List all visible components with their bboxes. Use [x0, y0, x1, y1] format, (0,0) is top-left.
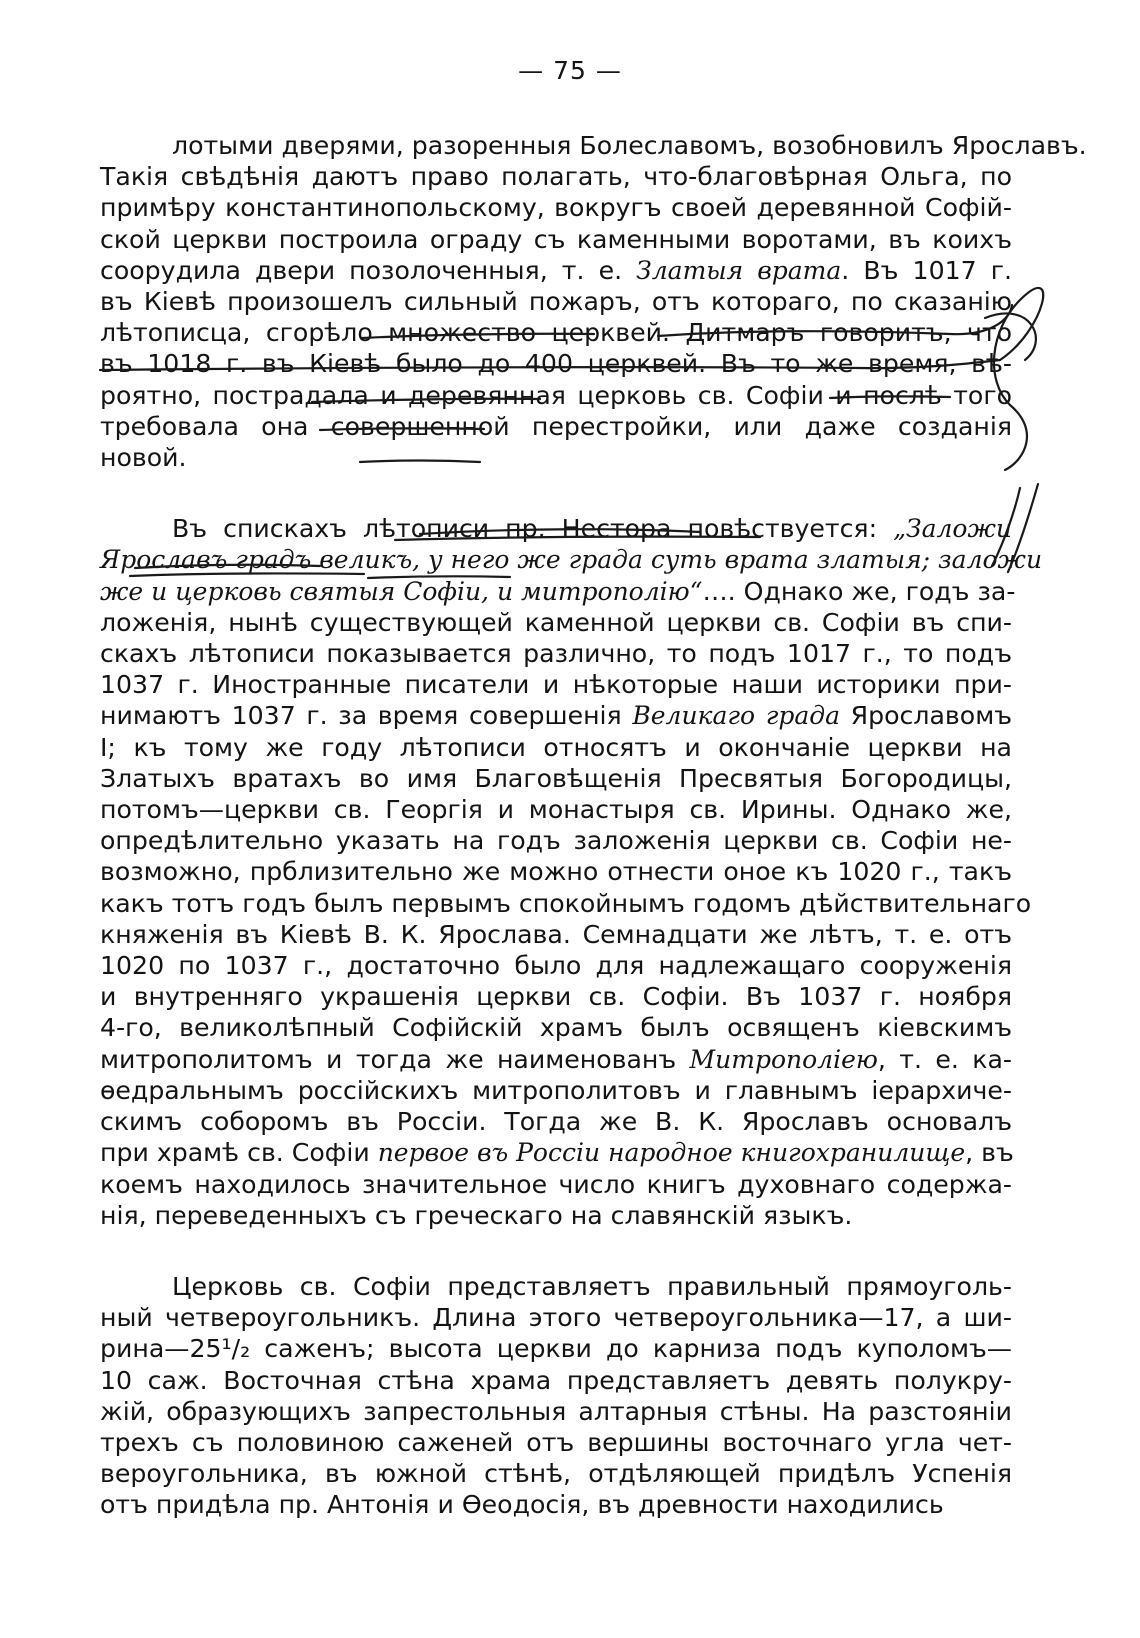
pen-underline	[100, 360, 1000, 370]
line-text: роятно, пострадала и деревянная церковь св. Софіи и послѣ того	[100, 380, 1012, 410]
line-text: нія, переведенныхъ съ греческаго на славянскій языкъ.	[100, 1200, 853, 1230]
line-text: 10 саж. Восточная стѣна храма представляетъ девять полукру-	[100, 1365, 1012, 1395]
pen-underline	[130, 573, 364, 576]
line-text: нимаютъ 1037 г. за время совершенія	[100, 701, 633, 731]
pen-strike	[135, 565, 320, 568]
line-text: въ Кіевѣ произошелъ сильный пожаръ, отъ котораго, по сказанію	[100, 287, 1012, 317]
line-text: I; къ тому же году лѣтописи относятъ и окончаніе церкви на	[100, 732, 1012, 762]
line-text: лѣтописца, сгорѣло множество церквей. Дитмаръ говоритъ, что	[100, 318, 1012, 348]
pen-underline	[395, 537, 760, 540]
italic-text: первое въ Россіи народное книгохранилище	[377, 1138, 966, 1168]
line-text: вероугольника, въ южной стѣнѣ, отдѣляющей придѣлъ Успенія	[100, 1459, 1012, 1489]
line-text: какъ тотъ годъ былъ первымъ спокойнымъ годомъ дѣйствительнаго	[100, 888, 1032, 918]
line-text: , въ	[965, 1138, 1014, 1168]
line-text: опредѣлительно указать на годъ заложенія церкви св. Софіи не-	[100, 826, 1012, 856]
line-text: Въ спискахъ лѣтописи пр. Нестора повѣствуется:	[172, 514, 894, 544]
italic-text: Ярославъ градъ великъ, у него же града суть врата златыя; заложи	[100, 545, 1043, 575]
line-text: ѳедральнымъ россійскихъ митрополитовъ и главнымъ іерархиче-	[100, 1075, 1012, 1105]
pen-underline	[830, 396, 950, 398]
line-text: ложенія, нынѣ существующей каменной церкви св. Софіи въ спи-	[100, 607, 1012, 637]
pen-underline	[320, 428, 484, 430]
italic-text: Великаго града	[632, 701, 840, 731]
line-text: соорудила двери позолоченныя, т. е.	[100, 255, 637, 285]
line-text: княженія въ Кіевѣ В. К. Ярослава. Семнадцати же лѣтъ, т. е. отъ	[100, 919, 1012, 949]
line-text: 1020 по 1037 г., достаточно было для надлежащаго сооруженія	[100, 951, 1012, 981]
line-text: скимъ соборомъ въ Россіи. Тогда же В. К. Ярославъ основалъ	[100, 1107, 1012, 1137]
line-text: 4-го, великолѣпный Софійскій храмъ былъ освященъ кіевскимъ	[100, 1013, 1012, 1043]
line-text: ный четвероугольникъ. Длина этого четвероугольника—17, а ши-	[100, 1303, 1012, 1333]
pen-underline	[362, 334, 594, 338]
pen-mark-ii	[1008, 484, 1038, 572]
line-text: Церковь св. Софіи представляетъ правильный прямоуголь-	[172, 1271, 1012, 1301]
line-text: рина—25¹/₂ саженъ; высота церкви до карниза подъ куполомъ—	[100, 1334, 1012, 1364]
line-text: митрополитомъ и тогда же наименованъ	[100, 1044, 690, 1074]
line-text: Ярославомъ	[839, 701, 1012, 731]
line-text: ской церкви построила ограду съ каменными воротами, въ коихъ	[100, 224, 1012, 254]
pen-underline	[312, 399, 540, 402]
line-text: примѣру константинопольскому, вокругъ своей деревянной Софій-	[100, 193, 1012, 223]
line-text: трехъ съ половиною саженей отъ вершины восточнаго угла чет-	[100, 1427, 1012, 1457]
line-text: лотыми дверями, разоренныя Болеславомъ, возобновилъ Ярославъ.	[172, 131, 1087, 160]
line-text: скахъ лѣтописи показывается различно, то подъ 1017 г., то подъ	[100, 639, 1012, 669]
pen-underline	[658, 305, 1012, 336]
pen-strike	[420, 529, 700, 534]
line-text: жій, образующихъ запрестольныя алтарныя стѣны. На разстояніи	[100, 1396, 1012, 1426]
line-text: 1037 г. Иностранные писатели и нѣкоторые наши историки при-	[100, 670, 1012, 700]
italic-text: „Заложи	[893, 514, 1012, 544]
line-text: потомъ—церкви св. Георгія и монастыря св. Ирины. Однако же,	[100, 795, 1012, 825]
line-text: …. Однако же, годъ за-	[702, 576, 1016, 606]
line-text: и внутренняго украшенія церкви св. Софіи. Въ 1037 г. ноября	[100, 982, 1012, 1012]
pen-underline	[368, 576, 510, 578]
line-text: отъ придѣла пр. Антонія и Ѳеодосія, въ древности находились	[100, 1490, 944, 1520]
line-text: Такія свѣдѣнія даютъ право полагать, что-благовѣрная Ольга, по	[100, 162, 1012, 192]
italic-text: же и церковь святыя Софіи, и митрополію“	[100, 576, 703, 606]
line-text: Златыхъ вратахъ во имя Благовѣщенія Пресвятыя Богородицы,	[100, 763, 1012, 793]
line-text: требовала она совершенной перестройки, или даже созданія	[100, 411, 1012, 441]
line-text: новой.	[100, 443, 187, 473]
line-text: возможно, прблизительно же можно отнести оное къ 1020 г., такъ	[100, 857, 1012, 887]
italic-text: Златыя врата	[636, 255, 842, 285]
line-text: коемъ находилось значительное число книгъ духовнаго содержа-	[100, 1169, 1012, 1199]
line-text: въ 1018 г. въ Кіевѣ было до 400 церквей. Въ то же время, вѣ-	[100, 349, 1012, 379]
page-number: — 75 —	[518, 56, 622, 85]
pen-underline	[360, 461, 480, 463]
line-text: при храмѣ св. Софіи	[100, 1138, 378, 1168]
line-text: . Въ 1017 г.	[841, 255, 1012, 285]
line-text: , т. е. ка-	[877, 1044, 1012, 1074]
italic-text: Митрополіею	[689, 1044, 878, 1074]
